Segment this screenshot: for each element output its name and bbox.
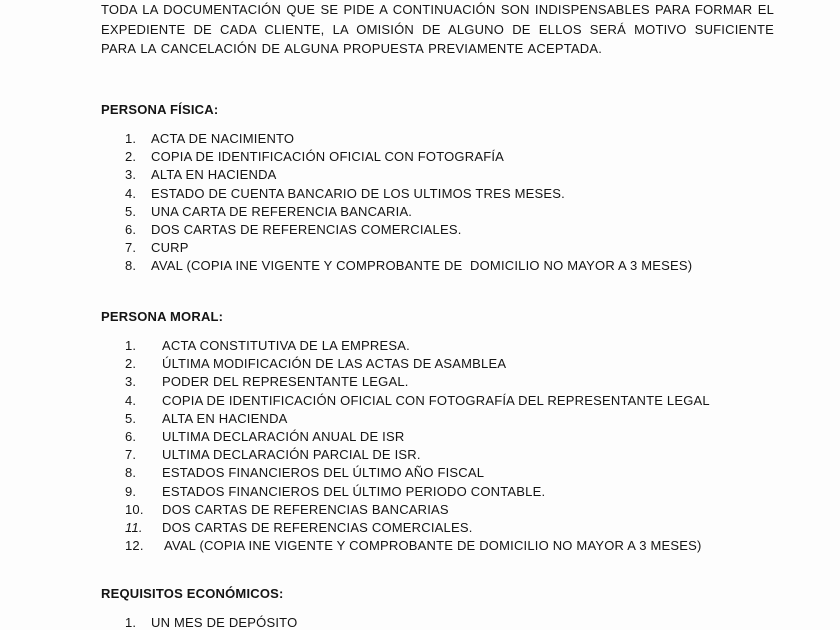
item-number: 2. bbox=[125, 149, 137, 165]
requisitos-economicos-heading: REQUISITOS ECONÓMICOS: bbox=[101, 586, 284, 601]
item-number: 1. bbox=[125, 131, 137, 146]
item-number: 7. bbox=[125, 447, 137, 463]
item-number: 7. bbox=[125, 240, 137, 256]
item-number: 6. bbox=[125, 428, 137, 444]
item-text: COPIA DE IDENTIFICACIÓN OFICIAL CON FOTOGRAFÍA DEL REPRESENTANTE LEGAL bbox=[162, 392, 710, 408]
item-number: 12. bbox=[125, 538, 144, 554]
item-number: 8. bbox=[125, 465, 137, 481]
item-number: 8. bbox=[125, 258, 137, 274]
item-number: 5. bbox=[125, 410, 137, 426]
item-text: ALTA EN HACIENDA bbox=[162, 410, 288, 426]
item-number: 4. bbox=[125, 392, 137, 408]
item-number: 11. bbox=[125, 519, 143, 535]
item-text: ALTA EN HACIENDA bbox=[151, 167, 277, 183]
item-text: UN MES DE DEPÓSITO bbox=[151, 615, 298, 630]
item-number: 5. bbox=[125, 203, 137, 219]
item-text: DOS CARTAS DE REFERENCIAS COMERCIALES. bbox=[151, 221, 462, 237]
item-text: DOS CARTAS DE REFERENCIAS COMERCIALES. bbox=[162, 519, 473, 535]
item-text: DOS CARTAS DE REFERENCIAS BANCARIAS bbox=[162, 501, 449, 517]
item-text: UNA CARTA DE REFERENCIA BANCARIA. bbox=[151, 203, 413, 219]
item-number: 4. bbox=[125, 185, 137, 201]
item-text: ACTA CONSTITUTIVA DE LA EMPRESA. bbox=[162, 338, 410, 353]
item-number: 2. bbox=[125, 356, 137, 372]
item-number: 1. bbox=[125, 615, 137, 630]
item-text: ACTA DE NACIMIENTO bbox=[151, 131, 295, 146]
item-text: ESTADO DE CUENTA BANCARIO DE LOS ULTIMOS TRES MESES. bbox=[151, 185, 565, 201]
item-number: 1. bbox=[125, 338, 137, 353]
item-text: ESTADOS FINANCIEROS DEL ÚLTIMO AÑO FISCAL bbox=[162, 465, 485, 481]
item-number: 10. bbox=[125, 501, 144, 517]
item-text: ÚLTIMA MODIFICACIÓN DE LAS ACTAS DE ASAMBLEA bbox=[162, 356, 507, 372]
intro-paragraph: TODA LA DOCUMENTACIÓN QUE SE PIDE A CONTINUACIÓN SON INDISPENSABLES PARA FORMAR EL EXPEDIENTE DE CADA CLIENTE, LA OMISIÓN DE ALGUNO DE ELLOS SERÁ MOTIVO SUFICIENTE PARA LA CANCELACIÓN DE ALGUNA PROPUESTA PREVIAMENTE ACEPTADA. bbox=[101, 2, 774, 56]
item-number: 6. bbox=[125, 221, 137, 237]
item-number: 9. bbox=[125, 483, 137, 499]
item-text: ULTIMA DECLARACIÓN ANUAL DE ISR bbox=[162, 428, 405, 444]
item-text: AVAL (COPIA INE VIGENTE Y COMPROBANTE DE DOMICILIO NO MAYOR A 3 MESES) bbox=[164, 538, 702, 554]
item-text: ULTIMA DECLARACIÓN PARCIAL DE ISR. bbox=[162, 447, 421, 463]
persona-moral-heading: PERSONA MORAL: bbox=[101, 309, 224, 324]
persona-fisica-heading: PERSONA FÍSICA: bbox=[101, 102, 219, 117]
item-number: 3. bbox=[125, 374, 137, 390]
item-text: AVAL (COPIA INE VIGENTE Y COMPROBANTE DE DOMICILIO NO MAYOR A 3 MESES) bbox=[151, 258, 693, 274]
item-text: PODER DEL REPRESENTANTE LEGAL. bbox=[162, 374, 409, 390]
item-number: 3. bbox=[125, 167, 137, 183]
item-text: CURP bbox=[151, 240, 189, 256]
item-text: ESTADOS FINANCIEROS DEL ÚLTIMO PERIODO CONTABLE. bbox=[162, 483, 546, 499]
item-text: COPIA DE IDENTIFICACIÓN OFICIAL CON FOTOGRAFÍA bbox=[151, 149, 505, 165]
